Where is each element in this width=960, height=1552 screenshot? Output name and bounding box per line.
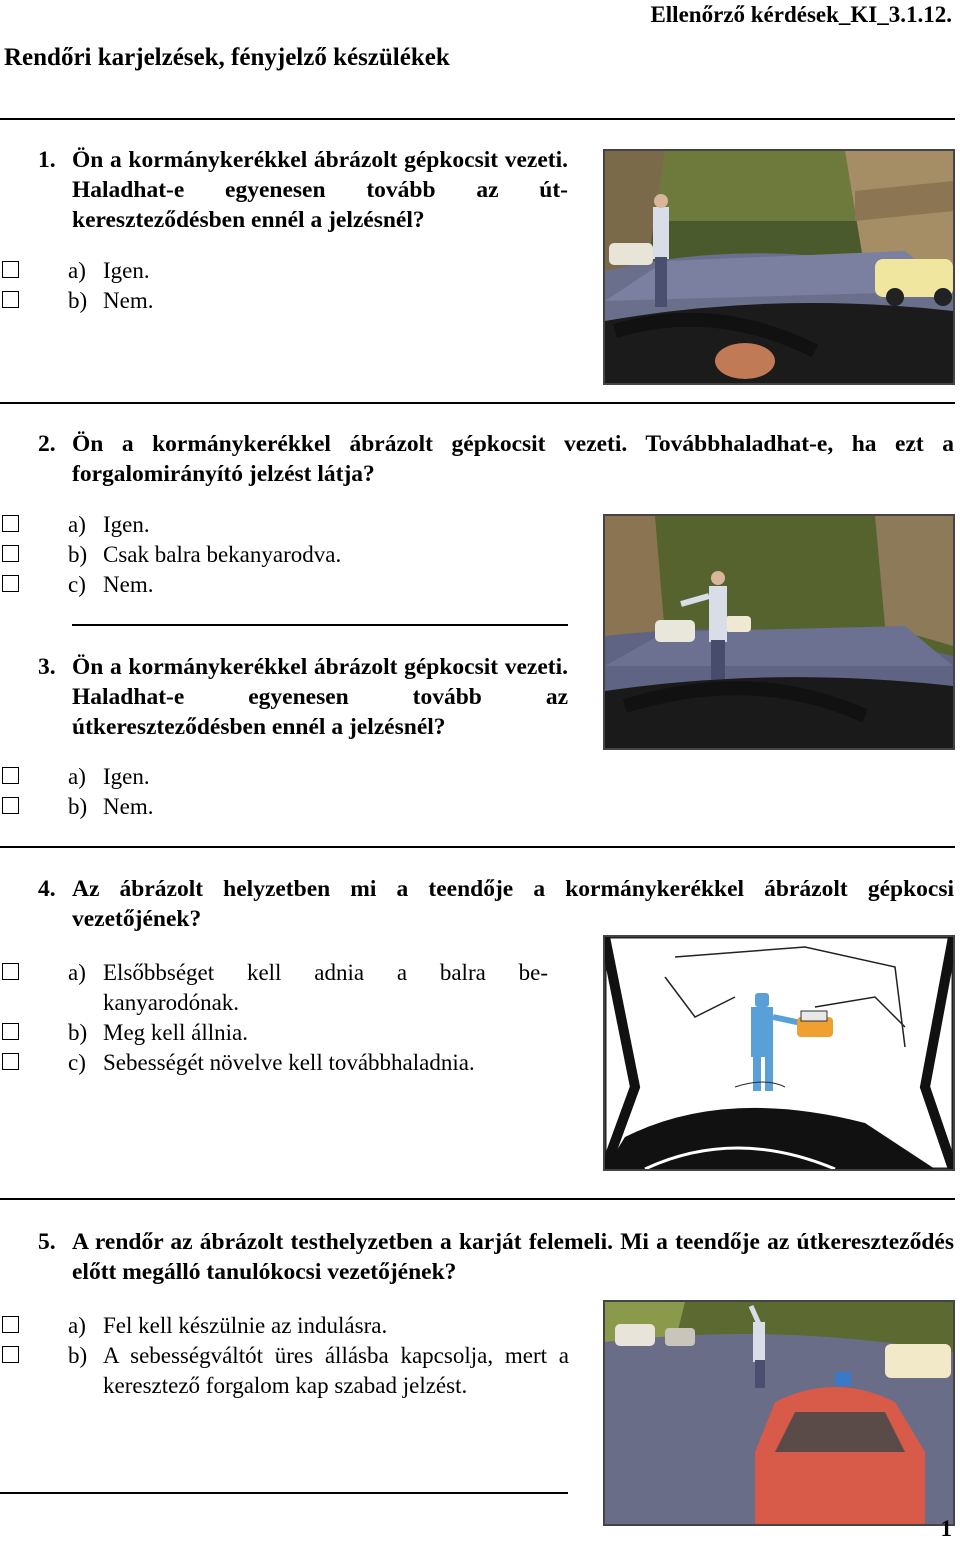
question-4: [38, 874, 954, 934]
question-5: [38, 1227, 954, 1287]
traffic-officer-photo-1: [603, 149, 955, 385]
divider: [0, 1492, 568, 1494]
question-number: 1.: [38, 147, 56, 173]
page-title: Rendőri karjelzések, fényjelző készülékek: [4, 44, 450, 71]
traffic-officer-drawing: [603, 935, 955, 1171]
question-2: [38, 429, 954, 489]
checkbox[interactable]: [2, 963, 19, 980]
document-code: Ellenőrző kérdések_KI_3.1.12.: [650, 2, 952, 27]
question-number: 2.: [38, 431, 56, 457]
traffic-officer-photo-5: [603, 1300, 955, 1526]
checkbox[interactable]: [2, 767, 19, 784]
question-3: [38, 652, 568, 742]
checkbox[interactable]: [2, 797, 19, 814]
question-text: A rendőr az ábrázolt testhelyzetben a karját felemeli. Mi a teendője az útkereszteződés előtt megálló tanulókocsi vezetőjének?: [72, 1229, 954, 1285]
question-number: 3.: [38, 654, 56, 680]
divider: [72, 624, 568, 626]
question-number: 5.: [38, 1229, 56, 1255]
question-text: Ön a kormánykerékkel ábrázolt gépkocsit vezeti. Haladhat-e egyenesen tovább az út-kereszteződésben ennél a jelzésnél?: [72, 147, 568, 233]
header-divider: [0, 118, 955, 120]
page-number: 1: [940, 1516, 952, 1541]
divider: [0, 1198, 955, 1200]
checkbox[interactable]: [2, 515, 19, 532]
question-text: Ön a kormánykerékkel ábrázolt gépkocsit vezeti. Haladhat-e egyenesen tovább az útkereszteződésben ennél a jelzésnél?: [72, 654, 568, 740]
question-text: Az ábrázolt helyzetben mi a teendője a kormánykerékkel ábrázolt gépkocsi vezetőjének?: [72, 876, 954, 932]
checkbox[interactable]: [2, 1053, 19, 1070]
traffic-officer-photo-2: [603, 514, 955, 750]
checkbox[interactable]: [2, 545, 19, 562]
checkbox[interactable]: [2, 1023, 19, 1040]
divider: [0, 846, 955, 848]
question-1: [38, 145, 568, 235]
checkbox[interactable]: [2, 291, 19, 308]
divider: [0, 402, 955, 404]
checkbox[interactable]: [2, 261, 19, 278]
checkbox[interactable]: [2, 1316, 19, 1333]
checkbox[interactable]: [2, 1346, 19, 1363]
question-number: 4.: [38, 876, 56, 902]
question-text: Ön a kormánykerékkel ábrázolt gépkocsit vezeti. Továbbhaladhat-e, ha ezt a forgalomirányító jelzést látja?: [72, 431, 954, 487]
checkbox[interactable]: [2, 575, 19, 592]
